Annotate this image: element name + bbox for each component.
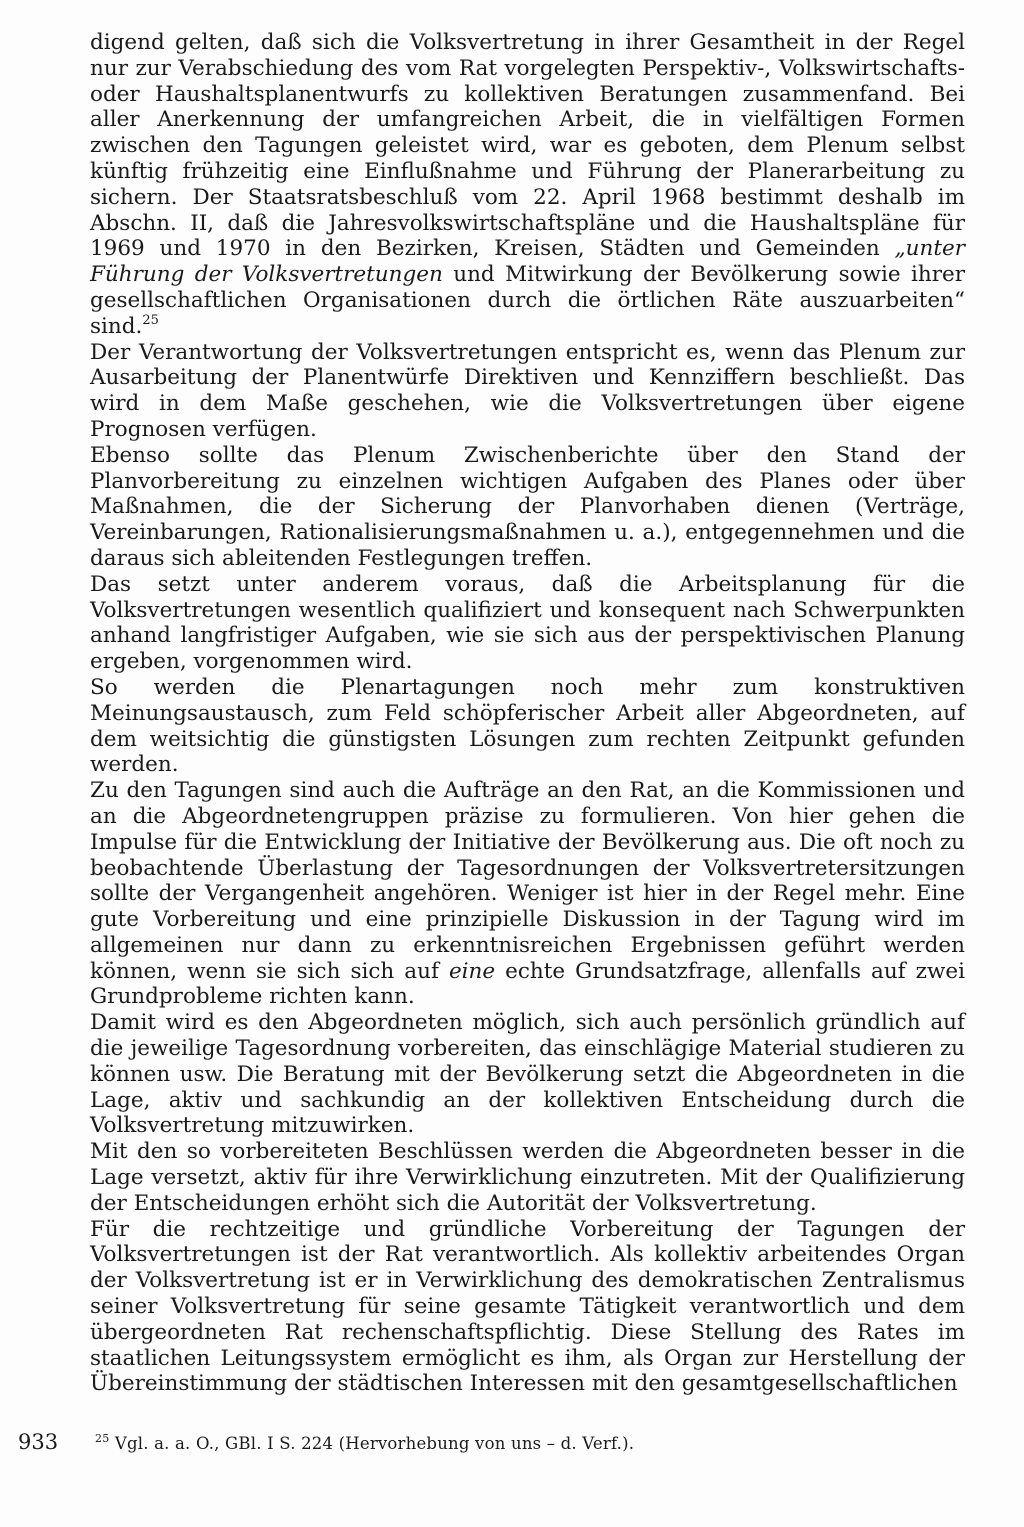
page-number: 933 xyxy=(18,1430,59,1454)
paragraph-3: Ebenso sollte das Plenum Zwischenberichte über den Stand der Planvorbereitung zu einzelnen wichtigen Aufgaben des Planes oder über Maßnahmen, die der Sicherung der Planvorhaben dienen (Verträge, Vereinbarungen, Rationalisierungsmaßnahmen u. a.), entgegennehmen und die daraus sich ableitenden Festlegungen treffen. xyxy=(90,442,965,571)
paragraph-5: So werden die Plenartagungen noch mehr zum konstruktiven Meinungsaustausch, zum Feld schöpferischer Arbeit aller Abgeordneten, auf dem weitsichtig die günstigsten Lösungen zum rechten Zeitpunkt gefunden werden. xyxy=(90,674,965,778)
page-footer xyxy=(0,1426,1024,1466)
paragraph-8: Mit den so vorbereiteten Beschlüssen werden die Abgeordneten besser in die Lage versetzt, aktiv für ihre Verwirklichung einzutreten. Mit der Qualifizierung der Entscheidungen erhöht sich die Autorität der Volksvertretung. xyxy=(90,1139,965,1216)
emphasis-eine: eine xyxy=(448,958,496,984)
paragraph-1-text-end: und Mitwirkung der Bevölkerung sowie ihrer gesellschaftlichen Organisationen durch die örtlichen Räte auszuarbeiten“ sind. xyxy=(90,262,965,339)
footnote-text: Vgl. a. a. O., GBl. I S. 224 (Hervorhebung von uns – d. Verf.). xyxy=(109,1434,635,1453)
paragraph-1-text: digend gelten, daß sich die Volksvertretung in ihrer Gesamtheit in der Regel nur zur Verabschiedung des vom Rat vorgelegten Perspektiv-, Volkswirtschafts- oder Haushaltsplanentwurfs zu kollektiven Beratungen zusammenfand. Bei aller Anerkennung der umfangreichen Arbeit, die in vielfältigen Formen zwischen den Tagungen geleistet wird, war es geboten, dem Plenum selbst künftig frühzeitig eine Einflußnahme und Führung der Planerarbeitung zu sichern. Der Staatsratsbeschluß vom 22. April 1968 bestimmt deshalb im Abschn. II, daß die Jahresvolkswirtschaftspläne und die Haushaltspläne für 1969 und 1970 in den Bezirken, Kreisen, Städten und Gemeinden xyxy=(90,30,965,262)
paragraph-9: Für die rechtzeitige und gründliche Vorbereitung der Tagungen der Volksvertretungen ist der Rat verantwortlich. Als kollektiv arbeitendes Organ der Volksvertretung ist er in Verwirklichung des demokratischen Zentralismus seiner Volksvertretung für seine gesamte Tätigkeit verantwortlich und dem übergeordneten Rat rechenschaftspflichtig. Diese Stellung des Rates im staatlichen Leitungssystem ermöglicht es ihm, als Organ zur Herstellung der Übereinstimmung der städtischen Interessen mit den gesamtgesellschaftlichen xyxy=(90,1216,965,1397)
footnote-marker: 25 xyxy=(95,1432,110,1445)
footnote xyxy=(95,1434,634,1453)
body-text xyxy=(90,30,965,1397)
paragraph-6 xyxy=(90,778,965,1010)
paragraph-7: Damit wird es den Abgeordneten möglich, sich auch persönlich gründlich auf die jeweilige Tagesordnung vorbereiten, das einschlägige Material studieren zu können usw. Die Beratung mit der Bevölkerung setzt die Abgeordneten in die Lage, aktiv und sachkundig an der kollektiven Entscheidung durch die Volksvertretung mitzuwirken. xyxy=(90,1010,965,1139)
footnote-reference-25: 25 xyxy=(142,312,159,328)
paragraph-6-text-end: echte Grundsatzfrage, allenfalls auf zwei Grundprobleme richten kann. xyxy=(90,958,966,1010)
emphasis-unter-fuehrung: „unter Führung der Volksvertretungen xyxy=(90,236,965,288)
paragraph-6-text: Zu den Tagungen sind auch die Aufträge an den Rat, an die Kommissionen und an die Abgeordnetengruppen präzise zu formulieren. Von hier gehen die Impulse für die Entwicklung der Initiative der Bevölkerung aus. Die oft noch zu beobachtende Überlastung der Tagesordnungen der Volksvertretersitzungen sollte der Vergangenheit angehören. Weniger ist hier in der Regel mehr. Eine gute Vorbereitung und eine prinzipielle Diskussion in der Tagung wird im allgemeinen nur dann zu erkenntnisreichen Ergebnissen geführt werden können, wenn sie sich sich auf xyxy=(90,778,965,984)
paragraph-4: Das setzt unter anderem voraus, daß die Arbeitsplanung für die Volksvertretungen wesentlich qualifiziert und konsequent nach Schwerpunkten anhand langfristiger Aufgaben, wie sie sich aus der perspektivischen Planung ergeben, vorgenommen wird. xyxy=(90,571,965,675)
paragraph-1 xyxy=(90,30,965,340)
paragraph-2: Der Verantwortung der Volksvertretungen entspricht es, wenn das Plenum zur Ausarbeitung der Planentwürfe Direktiven und Kennziffern beschließt. Das wird in dem Maße geschehen, wie die Volksvertretungen über eigene Prognosen verfügen. xyxy=(90,339,965,442)
